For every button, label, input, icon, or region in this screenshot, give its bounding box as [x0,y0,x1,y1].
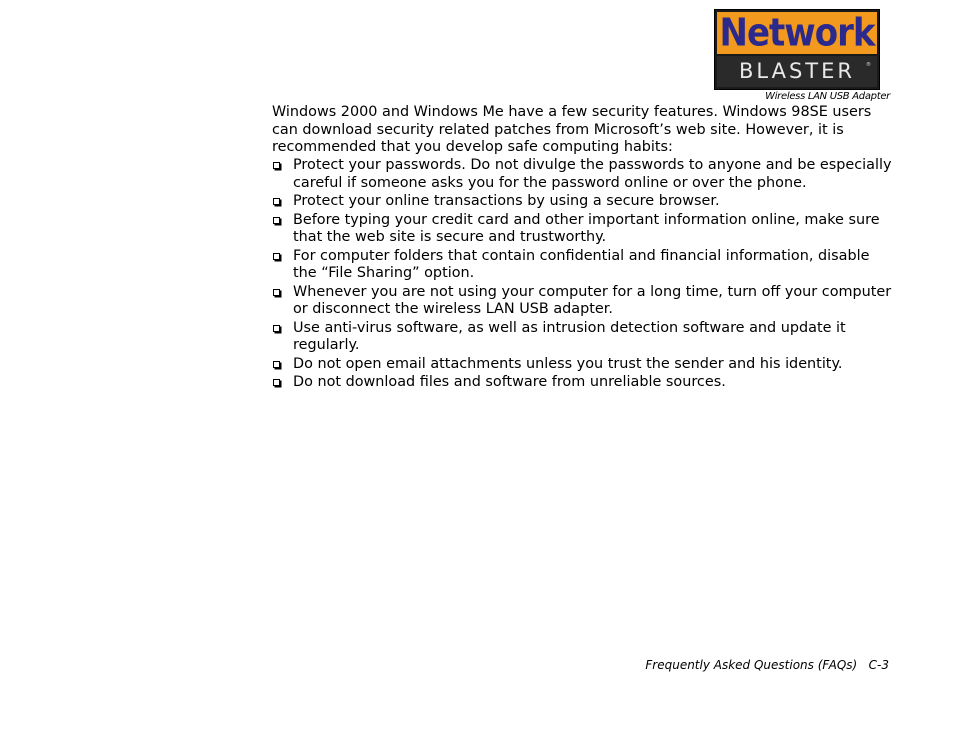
list-item-text: Whenever you are not using your computer for a long time, turn off your computer or disconnect the wireless LAN USB adapter. [293,283,892,318]
security-tips-list [272,157,892,391]
checkbox-bullet-icon [273,253,280,260]
list-item [272,374,892,392]
logo-network-band [717,12,877,54]
logo-blaster-text: BLASTER [739,59,855,83]
footer-section-title: Frequently Asked Questions (FAQs) [645,658,858,672]
list-item [272,320,892,355]
checkbox-bullet-icon [273,379,280,386]
list-item [272,356,892,374]
list-item-text: Do not download files and software from unreliable sources. [293,374,726,391]
list-item [272,193,892,211]
checkbox-bullet-icon [273,289,280,296]
list-item-text: Before typing your credit card and other important information online, make sure that the web site is secure and trustworthy. [293,211,880,246]
page-content [272,104,892,392]
list-item-text: Protect your online transactions by using a secure browser. [293,193,720,210]
page-footer [560,658,889,672]
checkbox-bullet-icon [273,198,280,205]
list-item-text: Do not open email attachments unless you trust the sender and his identity. [293,355,843,372]
list-item-text: Protect your passwords. Do not divulge the passwords to anyone and be especially careful if someone asks you for the password online or over the phone. [293,157,892,191]
network-blaster-logo [714,9,880,90]
checkbox-bullet-icon [273,162,280,169]
list-item-text: For computer folders that contain confidential and financial information, disable the “File Sharing” option. [293,247,870,282]
checkbox-bullet-icon [273,361,280,368]
registered-mark: ® [866,62,871,68]
list-item [272,157,892,192]
logo-blaster-band [717,56,877,87]
intro-paragraph: Windows 2000 and Windows Me have a few security features. Windows 98SE users can download security related patches from Microsoft’s web site. However, it is recommended that you develop safe computing habits: [272,104,872,156]
list-item [272,284,892,319]
list-item [272,212,892,247]
product-name: Wireless LAN USB Adapter [765,91,890,102]
page-number: C-3 [868,658,889,672]
logo-network-text: Network [719,10,875,56]
list-item [272,248,892,283]
checkbox-bullet-icon [273,325,280,332]
list-item-text: Use anti-virus software, as well as intrusion detection software and update it regularly. [293,319,846,354]
checkbox-bullet-icon [273,217,280,224]
